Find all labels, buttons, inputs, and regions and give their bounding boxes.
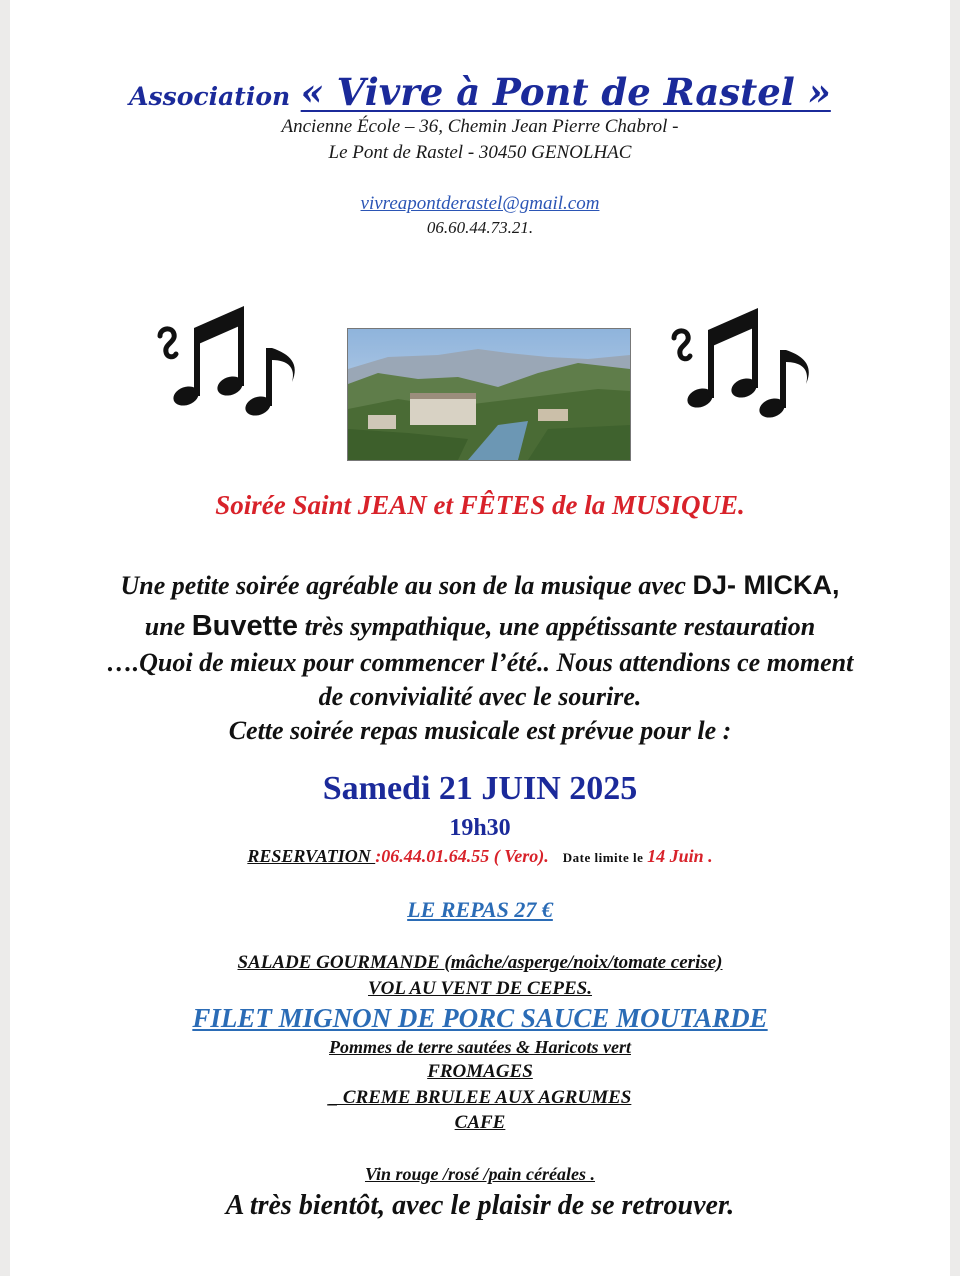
deadline-date: 14 Juin .: [647, 846, 713, 866]
event-date: Samedi 21 JUIN 2025: [322, 770, 638, 807]
menu-item: CAFE: [454, 1112, 506, 1133]
buvette-word: Buvette: [191, 610, 299, 642]
menu-item: SALADE GOURMANDE (mâche/asperge/noix/tomate cerise): [237, 952, 723, 973]
menu-item: FROMAGES: [427, 1061, 533, 1082]
deadline-label: Date limite le: [562, 850, 648, 865]
reservation-line: [0, 846, 960, 867]
description-line-2: [0, 610, 960, 643]
address-line-1: Ancienne École – 36, Chemin Jean Pierre Chabrol -: [281, 116, 679, 137]
description-line-5: Cette soirée repas musicale est prévue pour le :: [228, 716, 732, 745]
description-line-3: ….Quoi de mieux pour commencer l’été.. Nous attendions ce moment: [106, 648, 854, 677]
association-label: Association: [129, 82, 291, 111]
email-link[interactable]: vivreapontderastel@gmail.com: [360, 193, 600, 214]
event-title: Soirée Saint JEAN et FÊTES de la MUSIQUE.: [215, 490, 745, 520]
address-line-2: Le Pont de Rastel - 30450 GENOLHAC: [328, 142, 632, 163]
description-text: Une petite soirée agréable au son de la musique avec: [120, 571, 693, 600]
reservation-phone: :06.44.01.64.55 ( Vero).: [375, 846, 549, 866]
meal-price: LE REPAS 27 €: [407, 897, 553, 922]
dj-name: DJ- MICKA,: [692, 570, 840, 600]
menu-item: _ CREME BRULEE AUX AGRUMES: [328, 1087, 632, 1108]
association-title: [0, 70, 960, 114]
description-line-4: de convivialité avec le sourire.: [318, 682, 642, 711]
description-text: une: [144, 612, 192, 641]
menu-item: Pommes de terre sautées & Haricots vert: [329, 1037, 631, 1057]
music-notes-icon: [150, 298, 310, 418]
menu-item: VOL AU VENT DE CEPES.: [368, 978, 592, 999]
description-line-1: [0, 570, 960, 601]
drinks-line: Vin rouge /rosé /pain céréales .: [364, 1164, 595, 1184]
closing-message: A très bientôt, avec le plaisir de se retrouver.: [225, 1190, 735, 1221]
music-notes-icon: [664, 300, 824, 420]
phone-number: 06.60.44.73.21.: [426, 218, 534, 237]
description-text: très sympathique, une appétissante restauration: [298, 612, 816, 641]
association-name: « Vivre à Pont de Rastel »: [300, 70, 831, 114]
menu-item-main: FILET MIGNON DE PORC SAUCE MOUTARDE: [192, 1003, 768, 1033]
village-landscape-photo: [347, 328, 631, 461]
event-time: 19h30: [449, 815, 511, 841]
reservation-label: RESERVATION: [247, 846, 376, 866]
